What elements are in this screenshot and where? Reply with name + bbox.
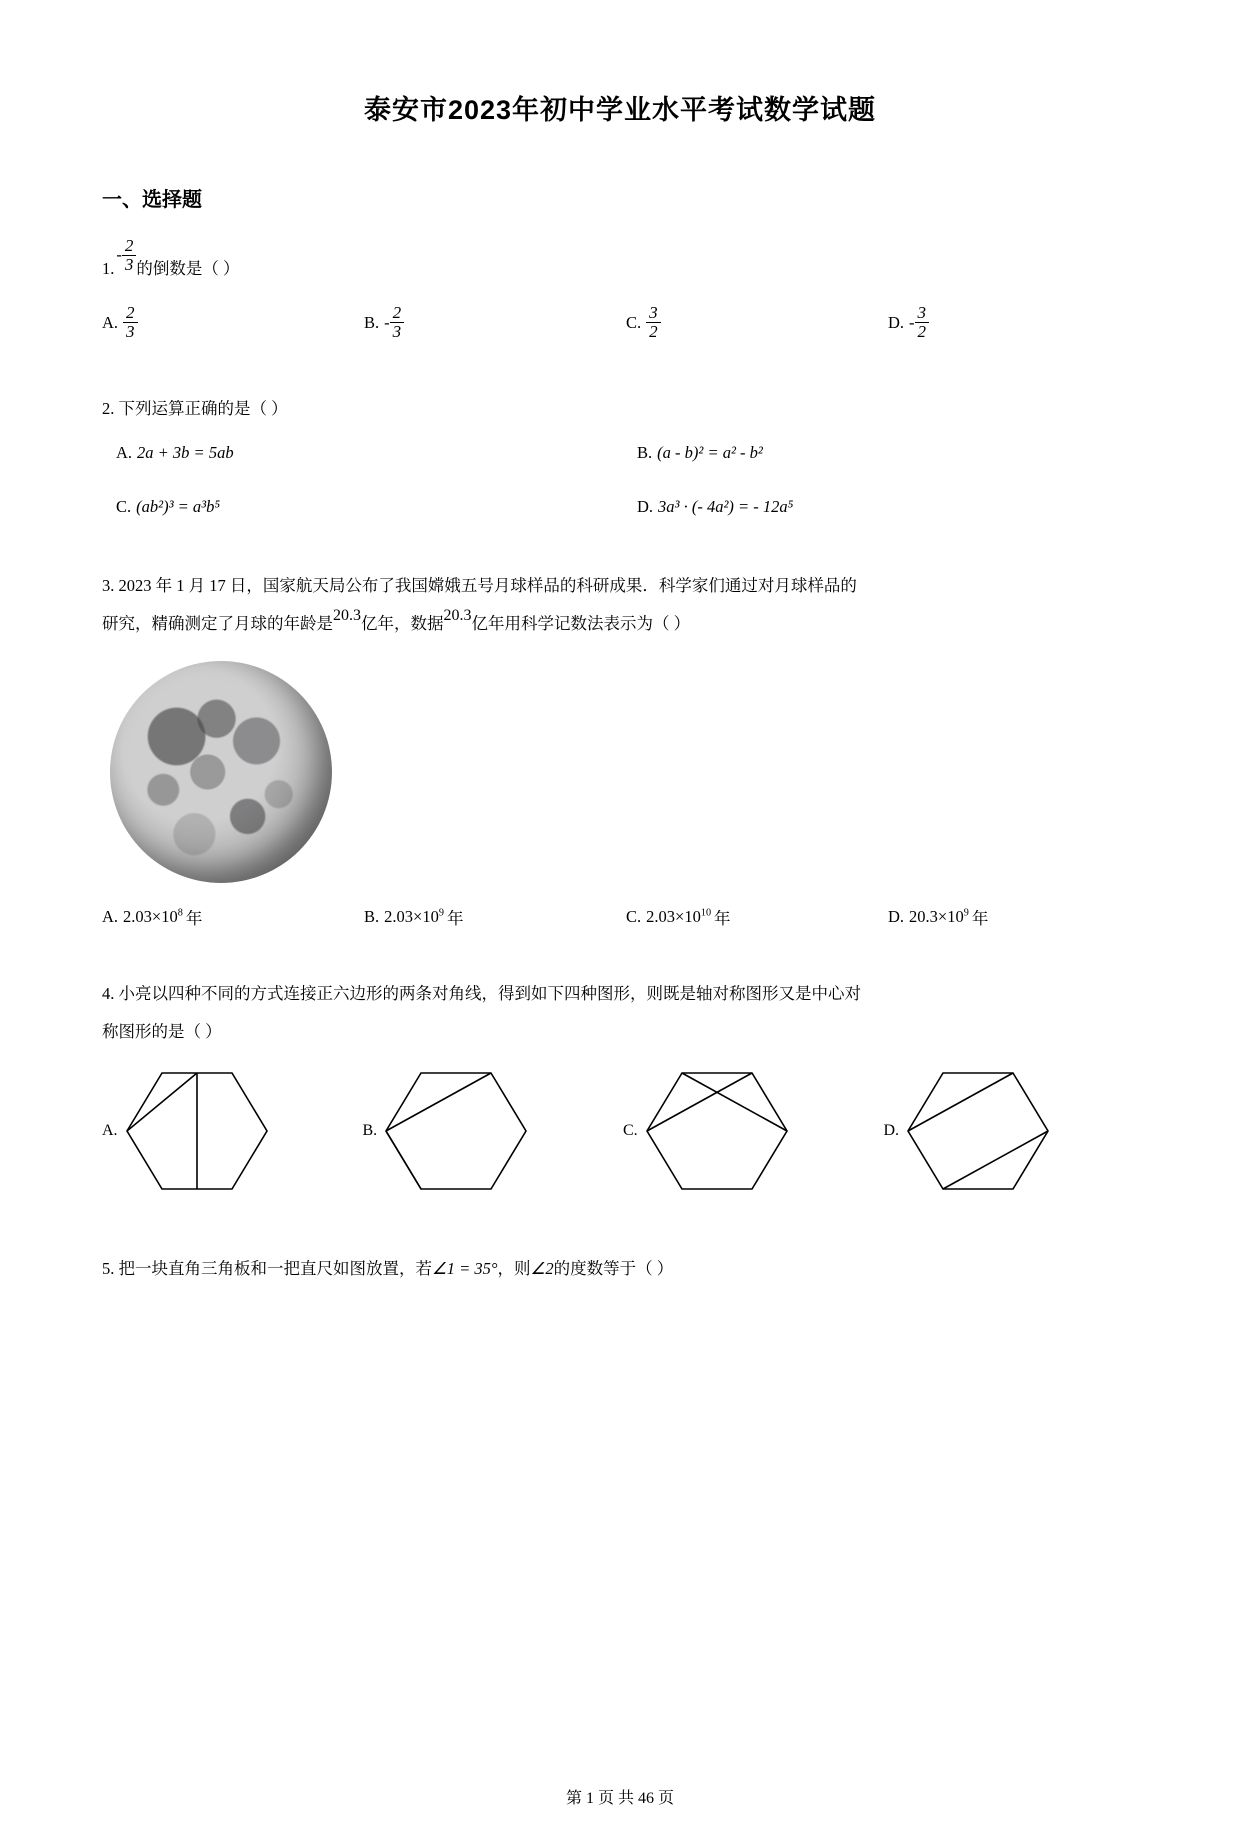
question-3-options (102, 905, 1150, 929)
question-1-fraction-numerator: 2 (124, 236, 134, 255)
question-2-options-row-1 (102, 443, 1144, 463)
option-a-numerator: 2 (126, 302, 135, 322)
option-b-exponent: 9 (438, 907, 444, 919)
question-5-angle-2: ∠2 (530, 1259, 554, 1279)
option-d-sign: - (909, 313, 915, 333)
page-footer: 第 1 页 共 46 页 (565, 1790, 674, 1807)
question-4-line-1: 4. 小亮以四种不同的方式连接正六边形的两条对角线，得到如下四种图形，则既是轴对称图形又是中心对 (102, 984, 861, 1004)
question-1-number: 1. (102, 258, 115, 278)
question-3-value-1: 20.3 (333, 606, 361, 624)
option-a-exponent: 8 (177, 907, 183, 919)
question-3-line-1: 3. 2023 年 1 月 17 日，国家航天局公布了我国嫦娥五号月球样品的科研成果．科学家们通过对月球样品的 (102, 575, 857, 595)
option-d-label: D. (888, 907, 905, 927)
option-b-unit: 年 (446, 909, 464, 929)
option-d[interactable] (888, 302, 1150, 342)
option-d[interactable] (623, 497, 1144, 517)
option-b-expression: (a - b)² = a² - b² (657, 442, 763, 462)
option-b[interactable] (364, 302, 626, 342)
option-c-numerator: 3 (649, 302, 658, 322)
option-a[interactable] (102, 1061, 363, 1201)
option-c-label: C. (626, 313, 642, 333)
option-d-base: 20.3×10 (909, 907, 964, 927)
option-c-label: C. (623, 1122, 638, 1140)
option-a-unit: 年 (185, 909, 203, 929)
question-1-stem (102, 236, 1144, 279)
question-5-angle-1: ∠1 = 35° (432, 1259, 498, 1279)
question-4-figures (102, 1061, 1144, 1201)
option-b-label: B. (364, 313, 380, 333)
option-d-numerator: 3 (917, 302, 927, 322)
option-a-label: A. (102, 313, 119, 333)
question-5-text-c: 的度数等于（ ） (553, 1259, 674, 1279)
question-5-text-a: 5. 把一块直角三角板和一把直尺如图放置，若 (102, 1259, 432, 1279)
option-b-denominator: 3 (390, 322, 405, 341)
question-3-line-2 (102, 605, 1144, 644)
hexagon-figure-a (122, 1061, 272, 1201)
option-c[interactable] (102, 497, 623, 517)
option-b[interactable] (364, 905, 626, 929)
section-heading-choice: 一、选择题 (102, 189, 202, 211)
option-b-sign: - (384, 313, 390, 333)
question-3-value-2: 20.3 (443, 606, 472, 624)
question-4-line-2: 称图形的是（ ） (102, 1022, 222, 1042)
moon-image (110, 661, 1144, 883)
option-b-label: B. (362, 1122, 378, 1140)
option-c[interactable] (623, 1061, 884, 1201)
option-c[interactable] (626, 302, 888, 342)
option-b-label: B. (364, 907, 380, 927)
option-d-exponent: 9 (963, 907, 969, 919)
option-d[interactable] (884, 1061, 1145, 1201)
question-1-text: 的倒数是（ ） (136, 258, 240, 278)
question-5-text-b: ，则 (497, 1259, 531, 1279)
option-c-base: 2.03×10 (646, 907, 701, 927)
moon-photo (110, 661, 332, 883)
question-1-fraction-sign: - (116, 245, 122, 265)
option-d-label: D. (883, 1122, 900, 1140)
option-c-denominator: 2 (646, 322, 661, 341)
option-b-label: B. (637, 442, 653, 462)
option-b[interactable] (363, 1061, 624, 1201)
hexagon-figure-d (903, 1061, 1053, 1201)
question-1-fraction (116, 238, 136, 275)
option-d-denominator: 2 (915, 322, 930, 341)
option-b[interactable] (623, 443, 1144, 463)
option-c-unit: 年 (714, 909, 731, 929)
option-a-label: A. (102, 907, 119, 927)
hexagon-figure-b (381, 1061, 531, 1201)
option-a[interactable] (102, 302, 364, 342)
option-d-label: D. (637, 496, 654, 516)
option-a[interactable] (102, 443, 623, 463)
page-title: 泰安市2023年初中学业水平考试数学试题 (363, 95, 877, 125)
option-d-label: D. (888, 313, 905, 333)
question-3-text-c: 亿年用科学记数法表示为（ ） (471, 613, 691, 633)
option-d-expression: 3a³ · (- 4a²) = - 12a⁵ (658, 496, 794, 516)
question-1-fraction-denominator: 3 (122, 255, 137, 274)
option-c-label: C. (626, 907, 642, 927)
option-d[interactable] (888, 905, 1150, 929)
option-d-unit: 年 (971, 909, 989, 929)
option-a-denominator: 3 (123, 322, 138, 341)
option-c[interactable] (626, 905, 888, 929)
document-page (0, 88, 1240, 1842)
option-a-expression: 2a + 3b = 5ab (137, 442, 234, 462)
option-b-base: 2.03×10 (384, 907, 439, 927)
option-b-numerator: 2 (392, 302, 402, 322)
question-3-text-b: 亿年，数据 (361, 613, 444, 633)
option-a-base: 2.03×10 (123, 907, 178, 927)
question-3-text-a: 研究，精确测定了月球的年龄是 (102, 613, 333, 633)
question-5-stem (102, 1253, 1144, 1284)
hexagon-figure-c (642, 1061, 792, 1201)
option-c-exponent: 10 (700, 907, 712, 919)
question-1-options (102, 302, 1150, 342)
option-c-label: C. (116, 496, 132, 516)
option-c-expression: (ab²)³ = a³b⁵ (136, 496, 221, 516)
option-a[interactable] (102, 905, 364, 929)
option-a-label: A. (116, 442, 133, 462)
option-a-label: A. (102, 1122, 118, 1140)
question-2-stem: 2. 下列运算正确的是（ ） (102, 399, 288, 419)
question-2-options-row-2 (102, 497, 1144, 517)
